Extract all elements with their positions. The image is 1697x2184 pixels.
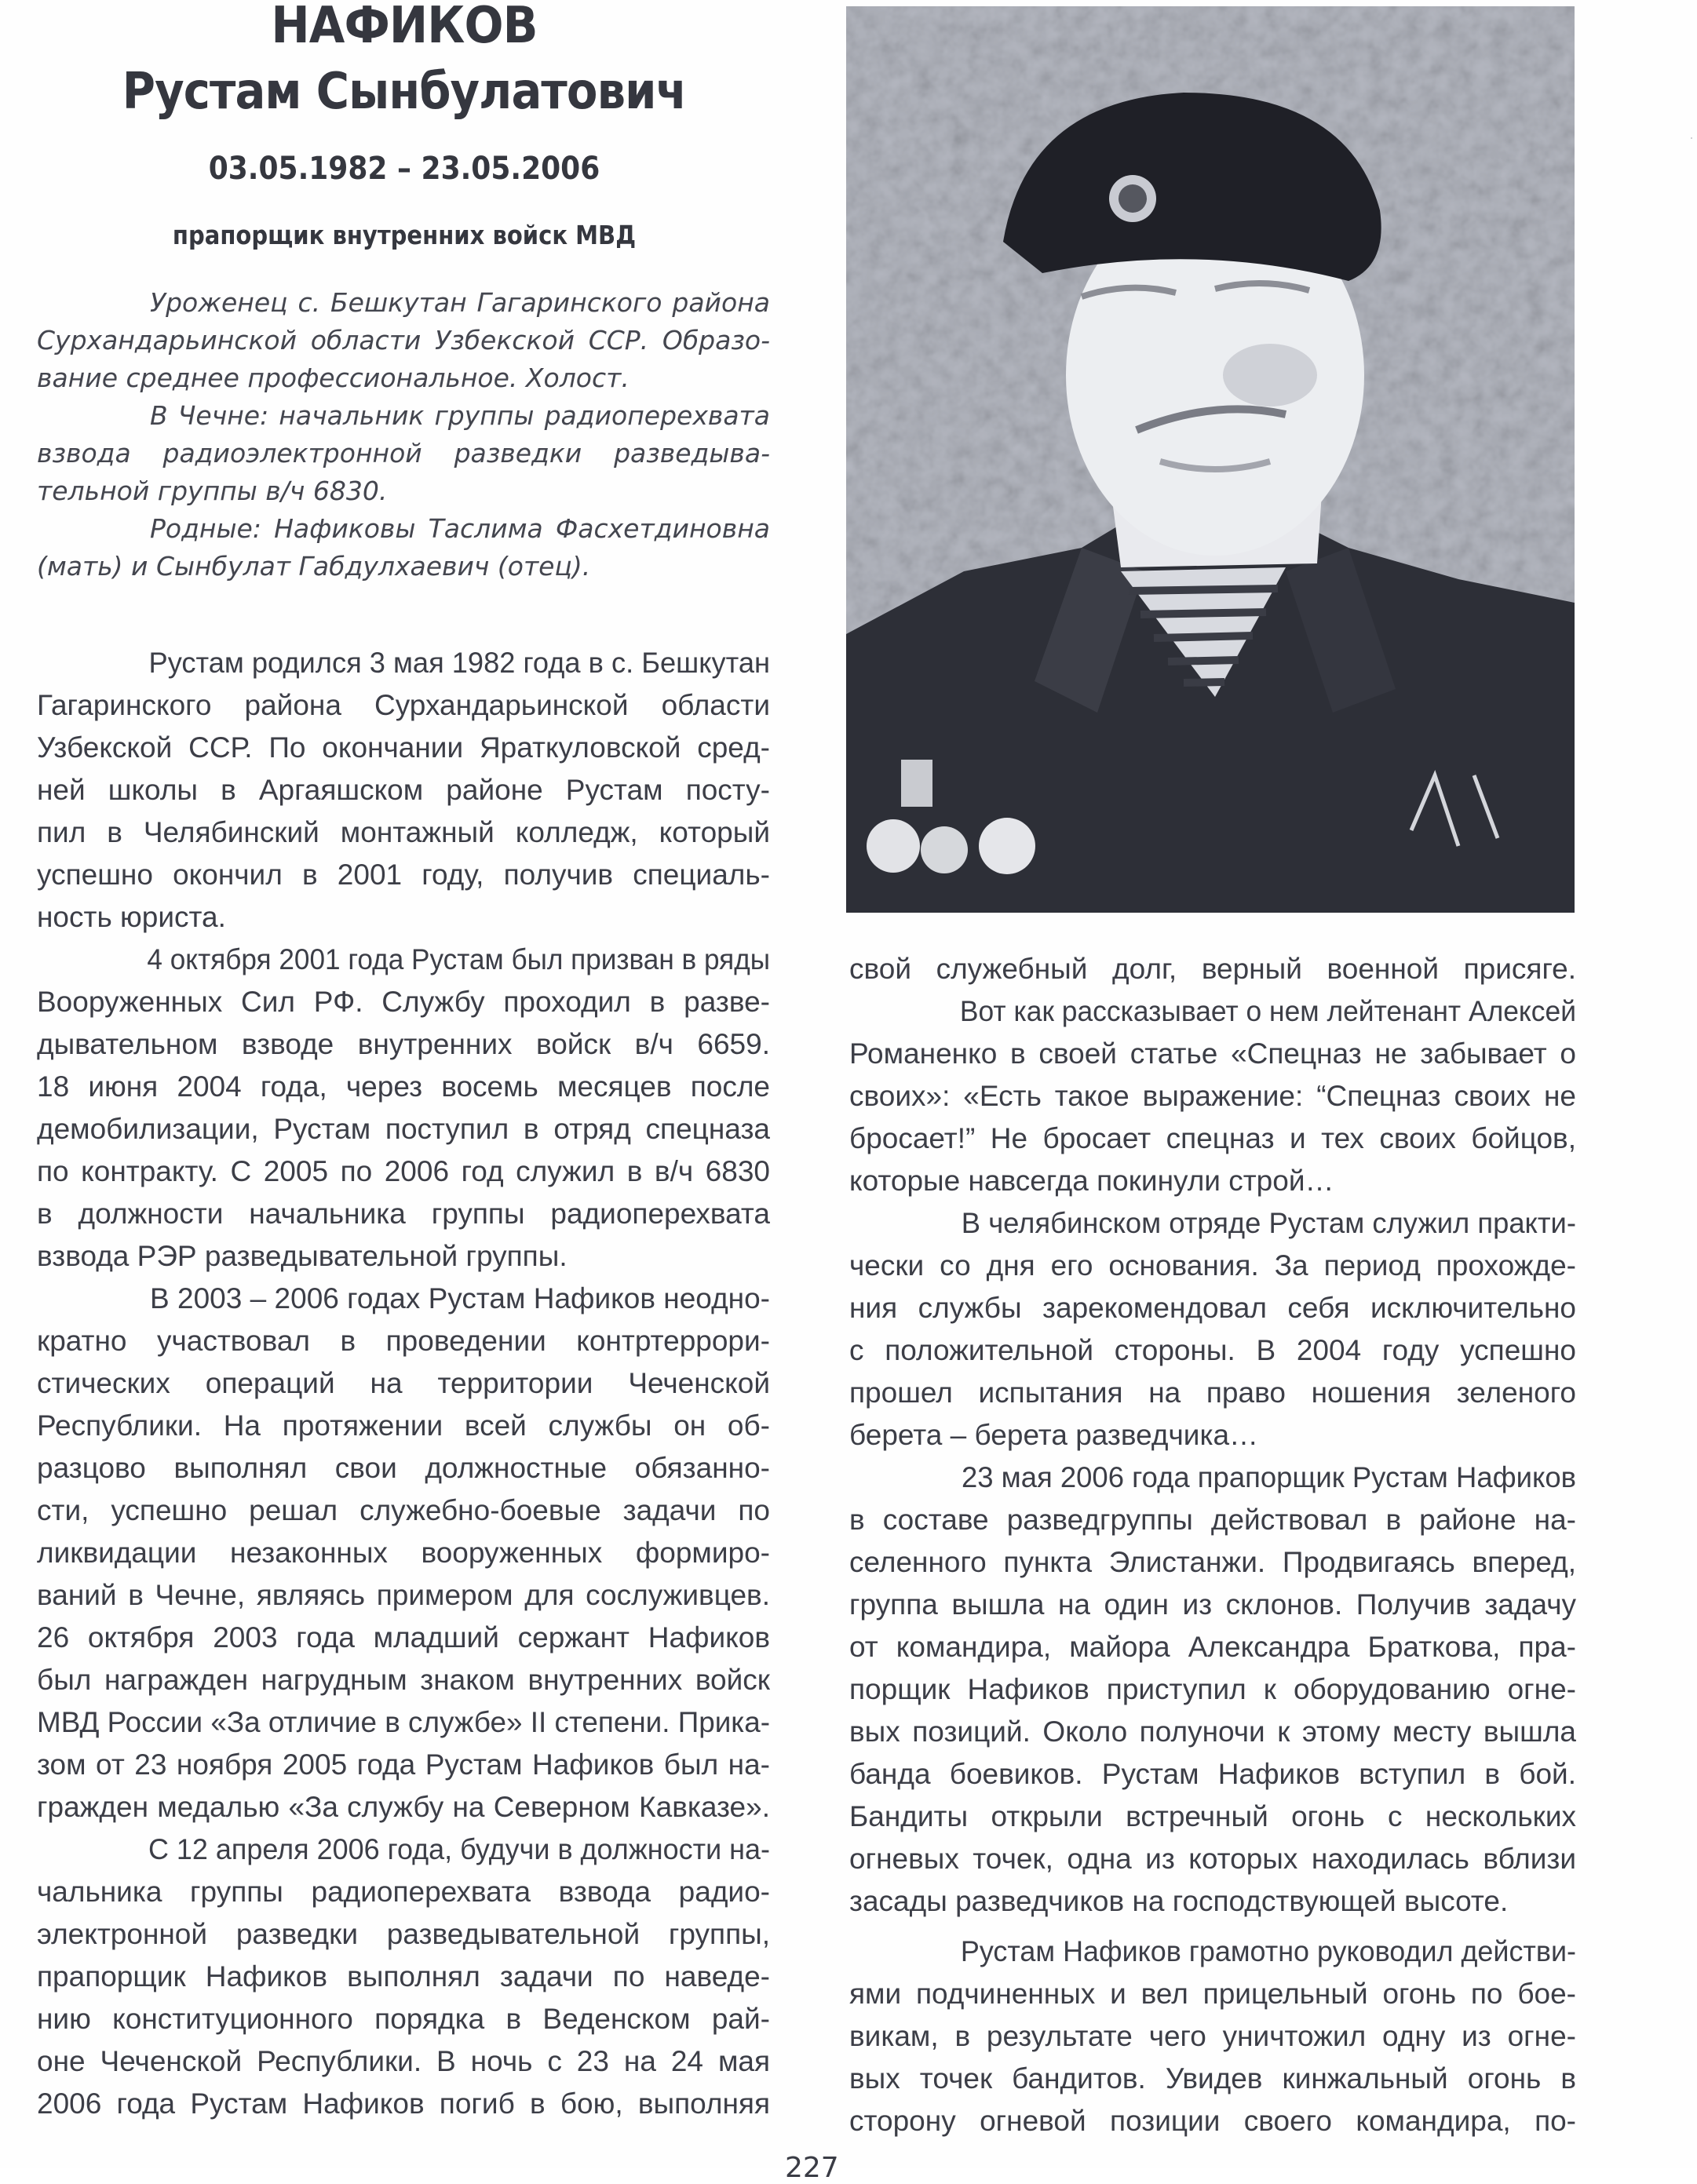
body-line: селенного пункта Элистанжи. Продвигаясь вперед, — [849, 1546, 1576, 1578]
body-line: сторону огневой позиции своего командира, по- — [849, 2105, 1576, 2137]
body-line: электронной разведки разведывательной группы, — [37, 1918, 770, 1950]
body-line: Вооруженных Сил РФ. Службу проходил в разве- — [37, 986, 770, 1018]
body-line: которые навсегда покинули строй… — [849, 1165, 1334, 1197]
body-line: прапорщик Нафиков выполнял задачи по наведе- — [37, 1960, 770, 1993]
body-line: дывательном взводе внутренних войск в/ч 6659. — [37, 1028, 770, 1060]
intro-line: взвода радиоэлектронной разведки разведыва- — [37, 438, 770, 469]
body-line: Рустам Нафиков грамотно руководил действи- — [960, 1935, 1576, 1967]
body-line: в составе разведгруппы действовал в районе на- — [849, 1504, 1576, 1536]
body-line: 23 мая 2006 года прапорщик Рустам Нафиков — [961, 1461, 1576, 1493]
body-line: группа вышла на один из склонов. Получив задачу — [849, 1588, 1576, 1621]
body-line: Романенко в своей статье «Спецназ не забывает о — [849, 1037, 1576, 1070]
body-line: прошел испытания на право ношения зеленого — [849, 1376, 1576, 1409]
body-line: Узбекской ССР. По окончании Яраткуловской сред- — [37, 731, 770, 764]
body-line: 4 октября 2001 года Рустам был призван в ряды — [147, 943, 770, 975]
body-line: чальника группы радиоперехвата взвода радио- — [37, 1876, 770, 1908]
page-number: 227 — [785, 2152, 839, 2184]
body-line: ния службы зарекомендовал себя исключительно — [849, 1292, 1576, 1324]
body-line: В 2003 – 2006 годах Рустам Нафиков неодно- — [150, 1282, 770, 1314]
body-line: огневых точек, одна из которых находилась вблизи — [849, 1843, 1576, 1875]
body-line: кратно участвовал в проведении контртеррори- — [37, 1325, 770, 1357]
intro-line: вание среднее профессиональное. Холост. — [37, 363, 630, 393]
body-line: успешно окончил в 2001 году, получив специаль- — [37, 859, 770, 891]
body-line: был награжден нагрудным знаком внутренних войск — [37, 1664, 770, 1696]
body-line: стических операций на территории Чеченской — [37, 1367, 770, 1399]
body-line: С 12 апреля 2006 года, будучи в должности на- — [148, 1833, 770, 1865]
body-line: Гагаринского района Сурхандарьинской области — [37, 689, 770, 721]
body-line: пил в Челябинский монтажный колледж, который — [37, 816, 770, 848]
body-line: свой служебный долг, верный военной присяге. — [849, 953, 1576, 985]
body-line: МВД России «За отличие в службе» II степени. Прика- — [37, 1706, 770, 1738]
intro-line: Уроженец с. Бешкутан Гагаринского района — [150, 287, 770, 318]
body-line: 18 июня 2004 года, через восемь месяцев после — [37, 1070, 770, 1103]
body-line: зом от 23 ноября 2005 года Рустам Нафиков был на- — [37, 1748, 770, 1781]
body-line: сти, успешно решал служебно-боевые задачи по — [37, 1494, 770, 1526]
body-line: ликвидации незаконных вооруженных формиро- — [37, 1537, 770, 1569]
rank-title: прапорщик внутренних войск МВД — [172, 220, 637, 250]
body-line: ней школы в Аргаяшском районе Рустам посту- — [37, 774, 770, 806]
body-line: 26 октября 2003 года младший сержант Нафиков — [37, 1621, 770, 1653]
body-line: от командира, майора Александра Браткова, пра- — [849, 1631, 1576, 1663]
body-line: демобилизации, Рустам поступил в отряд спецназа — [37, 1113, 770, 1145]
body-line: В челябинском отряде Рустам служил практи- — [961, 1207, 1576, 1239]
body-line: чески со дня его основания. За период прохожде- — [849, 1249, 1576, 1282]
body-line: по контракту. С 2005 по 2006 год служил в в/ч 6830 — [37, 1155, 770, 1187]
body-line: своих»: «Есть такое выражение: “Спецназ своих не — [849, 1080, 1576, 1112]
body-line: бросает!” Не бросает спецназ и тех своих бойцов, — [849, 1122, 1576, 1154]
body-line: в должности начальника группы радиоперехвата — [37, 1198, 770, 1230]
body-line: Вот как рассказывает о нем лейтенант Алексей — [959, 995, 1576, 1027]
body-line: оне Чеченской Республики. В ночь с 23 на 24 мая — [37, 2045, 770, 2077]
portrait-photo-icon — [846, 6, 1575, 913]
intro-line: Сурхандарьинской области Узбекской ССР. Образо- — [37, 325, 770, 355]
body-line: ями подчиненных и вел прицельный огонь по бое- — [849, 1978, 1576, 2010]
body-line: гражден медалью «За службу на Северном Кавказе». — [37, 1791, 770, 1823]
body-line: засады разведчиков на господствующей высоте. — [849, 1885, 1509, 1917]
life-dates: 03.05.1982 – 23.05.2006 — [208, 151, 600, 187]
body-line: ваний в Чечне, являясь примером для сослуживцев. — [37, 1579, 770, 1611]
scan-speck — [1691, 137, 1692, 139]
intro-line: В Чечне: начальник группы радиоперехвата — [150, 400, 770, 431]
body-line: 2006 года Рустам Нафиков погиб в бою, выполняя — [37, 2087, 770, 2120]
body-line: Республики. На протяжении всей службы он об- — [37, 1409, 770, 1442]
body-line: взвода РЭР разведывательной группы. — [37, 1240, 567, 1272]
body-line: Бандиты открыли встречный огонь с нескольких — [849, 1800, 1576, 1832]
intro-line: Родные: Нафиковы Таслима Фасхетдиновна — [150, 513, 770, 544]
person-surname: НАФИКОВ — [271, 0, 538, 55]
body-line: с положительной стороны. В 2004 году успешно — [849, 1334, 1576, 1366]
body-line: ность юриста. — [37, 901, 226, 933]
intro-line: (мать) и Сынбулат Габдулхаевич (отец). — [37, 551, 591, 582]
body-line: разцово выполнял свои должностные обязанно- — [37, 1452, 770, 1484]
body-line: Рустам родился 3 мая 1982 года в с. Бешкутан — [148, 647, 771, 679]
body-line: вых точек бандитов. Увидев кинжальный огонь в — [849, 2062, 1576, 2095]
body-line: берета – берета разведчика… — [849, 1419, 1259, 1451]
body-line: вых позиций. Около полуночи к этому месту вышла — [849, 1715, 1576, 1748]
body-line: порщик Нафиков приступил к оборудованию огне- — [849, 1673, 1576, 1705]
portrait-photo — [846, 6, 1575, 913]
person-full-name: Рустам Сынбулатович — [122, 63, 687, 121]
intro-line: тельной группы в/ч 6830. — [37, 476, 388, 506]
body-line: викам, в результате чего уничтожил одну из огне- — [849, 2020, 1576, 2052]
body-line: банда боевиков. Рустам Нафиков вступил в бой. — [849, 1758, 1576, 1790]
body-line: нию конституционного порядка в Веденском рай- — [37, 2003, 770, 2035]
